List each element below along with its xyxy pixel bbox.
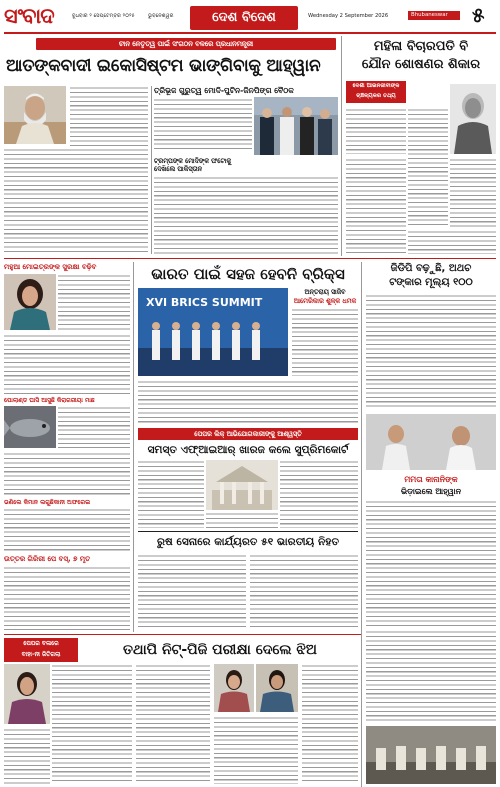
brics-sidebar-head-1: ଅନ୍ତରାୟ ସାଜିବ (304, 288, 346, 296)
brics-photo (138, 288, 288, 376)
fish-photo (4, 406, 56, 448)
neet-body-a (52, 664, 132, 784)
lead-body-full (4, 148, 148, 254)
supreme-body-b (280, 460, 358, 528)
lead-headline: ଆତଙ୍କବାଦୀ ଇକୋସିଷ୍ଟମ ଭାଙ୍ଗିବାକୁ ଆହ୍ୱାନ (6, 56, 321, 76)
neet-body-b (4, 728, 50, 784)
mamata-photo (366, 414, 496, 470)
left-body-2b (4, 452, 130, 496)
brics-sidebar-body (292, 308, 358, 376)
supreme-banner-text: ପେପର ଲିକ୍ ଆଭିଯୋଗକାରୀଙ୍କୁ ଆଶ୍ୱସ୍ତି (194, 430, 302, 438)
masthead-city-en: Bhubaneswar (408, 11, 460, 20)
lower-rule (4, 634, 361, 635)
page-number: ୫ (472, 3, 485, 27)
lead-side-body (154, 98, 252, 152)
lead-divider (151, 86, 152, 254)
left-body-1a (58, 274, 130, 330)
judge-photo (450, 84, 496, 154)
neet-body-c (136, 664, 210, 784)
neet-banner-2: ବାହା-ନୀ ଜିତିଗଲା (21, 651, 61, 658)
right-mid-body-b (366, 500, 496, 626)
neet-body-e (302, 664, 358, 784)
neet-photo-3 (256, 664, 298, 712)
right-top-body-c (346, 158, 406, 254)
right-top-headline-1: ମହିଳା ବିଚାରପତି ବି (373, 39, 469, 54)
right-top-body-b (408, 108, 448, 228)
right-mid-head-2: ଟଙ୍କାର ମୂଲ୍ୟ ୧୦୦ (389, 277, 473, 288)
right-top-body-a (346, 108, 406, 154)
left-head-3: ଭଣିଲେ କିମାନ ଲଗୁଛିକାନୀ ଅଫରେଇ (4, 499, 91, 506)
masthead-rule (4, 32, 496, 34)
lead-side-head: ତ୍ରିଭୂଜ ଗୁରୁତ୍ୱ ମୋଦି-ପୁଟିନ-ଜିନପିଙ୍ଗ ବୈଠକ (154, 86, 294, 95)
right-top-body-e (450, 158, 496, 228)
brics-sidebar-head-2: ଆମେରିକାର ଶୁଳ୍କ ଧମକ (293, 297, 357, 305)
brics-photo-sign: XVI BRICS SUMMIT (146, 296, 263, 309)
right-top-red-tag-2: ଚାଞ୍ଚଳ୍ୟକର ତଥ୍ୟ (356, 93, 396, 99)
left-body-3 (4, 508, 130, 552)
supreme-banner (138, 428, 358, 440)
lead-sub-body (154, 176, 338, 254)
right-top-body-d (408, 230, 496, 254)
right-column-divider-mid (361, 262, 362, 787)
brics-body (138, 380, 358, 424)
mahua-photo (4, 274, 56, 330)
right-mid-head-1: ଜିଡିପି ବଢ଼ୁଛି, ଅଥଚ (390, 263, 472, 274)
neet-headline: ତଥାପି ନିଟ୍-ପିଜି ପରୀକ୍ଷା ଦେଲେ ଝିଅ (123, 642, 317, 658)
section-banner (190, 6, 298, 30)
left-column-divider (133, 262, 134, 632)
lead-sub-head: ଟ୍ରମ୍ପଙ୍କ ମୋଦିଙ୍କ ଫଟୋକୁ ଦେଖିଲେ ପାକିସ୍ତାନ (154, 157, 232, 173)
neet-banner-1: ପେପର ବଳାରେ (23, 640, 59, 647)
masthead (0, 0, 500, 34)
left-head-2: ପୋଲାଣ୍ଡ ଘାସି ଆସୁଛି କିରାଗରୀୟା ମାଛ (4, 397, 95, 404)
brics-sidebar (292, 288, 358, 376)
right-mid-body-a (366, 294, 496, 410)
summit-photo (254, 97, 338, 155)
neet-photo (4, 664, 50, 724)
russia-body-b (250, 554, 358, 630)
neet-photo-2 (214, 664, 254, 712)
right-column-divider-top (341, 36, 342, 256)
masthead-city: ଭୁବନେଶ୍ୱର (148, 13, 174, 19)
left-body-1b (4, 334, 130, 394)
russia-headline: ରୁଷ ସେନାରେ କାର୍ଯ୍ୟରତ ୫୧ ଭାରତୀୟ ନିହତ (156, 536, 340, 548)
left-body-4 (4, 566, 130, 630)
section-title: ଦେଶ ବିଦେଶ (212, 10, 276, 25)
supreme-headline: ସମସ୍ତ ଏଫ୍ଆଇଆର୍ ଖାରଜ କଲେ ସୁପ୍ରିମକୋର୍ଟ (147, 444, 349, 456)
right-top-red-tag (346, 81, 406, 103)
right-top-red-tag-1: ଦେଶୀ ଆଇନଜୀବୀଙ୍କ (352, 83, 400, 89)
neet-banner (4, 638, 78, 662)
upper-rule (4, 258, 496, 259)
left-head-4: ଉତ୍ତର ଗିରିରୀ ପେ ବସ୍, ୭ ମୃତ (4, 555, 91, 563)
russia-body-a (138, 554, 246, 630)
left-body-2a (58, 406, 130, 448)
right-top-headline-2: ଯୌନ ଶୋଷଣର ଶିକାର (361, 57, 481, 72)
right-bottom-photo (366, 726, 496, 784)
right-mid-mamata-1: ମମତା କାନାନିଙ୍କ (404, 475, 458, 484)
right-bottom-body (366, 630, 496, 722)
lead-kicker: ଚୀନ ନେତୃତ୍ୱ ପାଇଁ ସଂଗଠନ ବଳରେ ପ୍ରଧାନମନ୍ତ୍ରୀ (118, 40, 254, 48)
supreme-court-photo (206, 460, 278, 510)
supreme-body-c (206, 512, 278, 528)
left-head-1: ମହୁଆ ମୋଇତ୍ରଙ୍କ ସୁରକ୍ଷା ବଢ଼ିବ (4, 263, 97, 271)
modi-photo (4, 86, 66, 144)
masthead-date: ବୁଧବାର ୨ ସେପ୍ଟେମ୍ବର ୨୦୨୫ (72, 13, 135, 19)
supreme-body-a (138, 460, 204, 528)
masthead-date-en: Wednesday 2 September 2026 (308, 13, 389, 19)
masthead-logo: ସଂବାଦ (4, 3, 54, 28)
brics-headline: ଭାରତ ପାଇଁ ସହଜ ହେବନି ବ୍ରିକ୍ସ (151, 265, 345, 283)
lead-kicker-bar (36, 38, 336, 50)
russia-rule (138, 531, 358, 532)
right-mid-mamata-2: ଭିଡ଼ାଇଲେ ଆହ୍ୱାନ (400, 487, 462, 496)
neet-body-d (214, 716, 298, 784)
